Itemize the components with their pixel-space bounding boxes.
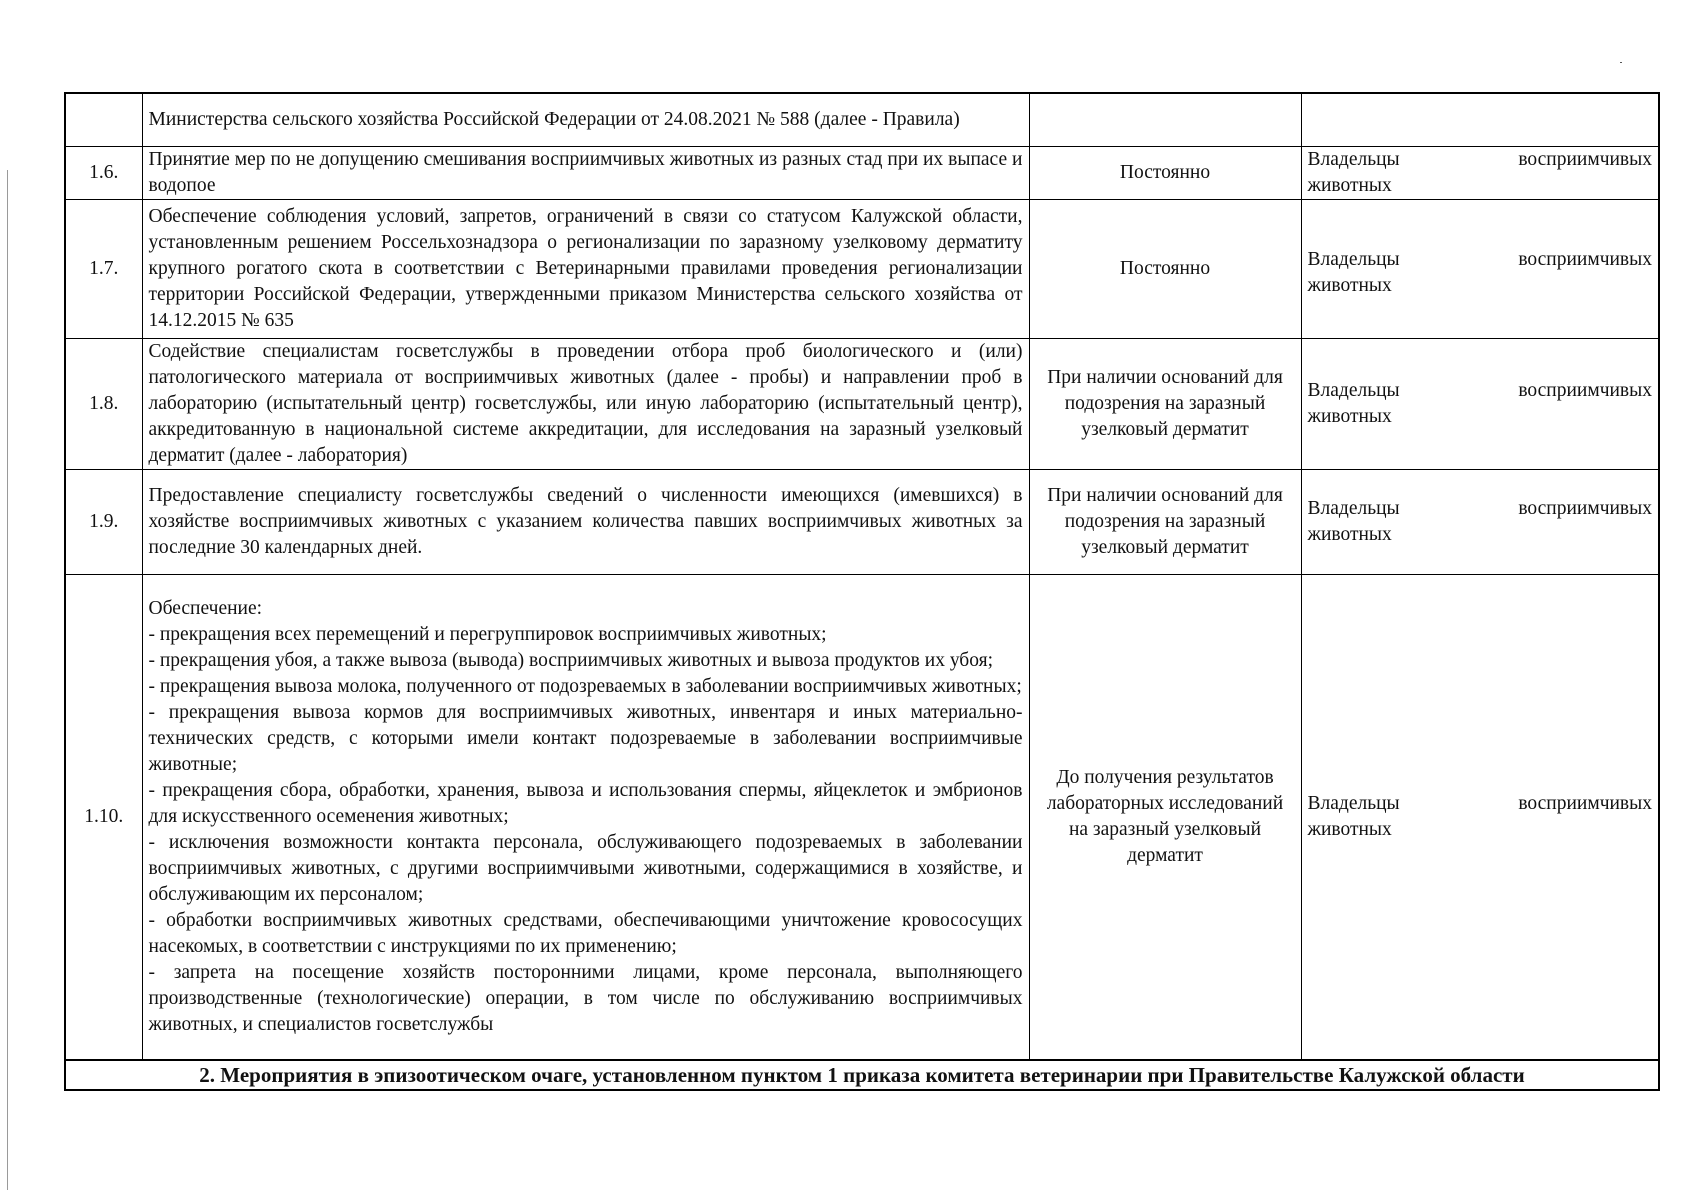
row-number: 1.7.	[65, 200, 142, 339]
measure-line: - прекращения всех перемещений и перегруппировок восприимчивых животных;	[148, 624, 827, 645]
responsible-text	[1301, 470, 1659, 575]
responsible-word: Владельцы	[1307, 793, 1400, 814]
term-text: До получения результатов лабораторных исследований на заразный узелковый дерматит	[1029, 575, 1301, 1061]
table-row	[65, 93, 1659, 147]
table-row	[65, 200, 1659, 339]
measure-line: - исключения возможности контакта персонала, обслуживающего подозреваемых в заболевании восприимчивых животных, с другими восприимчивыми животными, содержащимися в хозяйстве, и обслуживающим их персоналом;	[148, 832, 1023, 905]
term-text: Постоянно	[1029, 200, 1301, 339]
responsible-word: животных	[1307, 524, 1392, 545]
responsible-word: восприимчивых	[1518, 380, 1652, 401]
measure-text: Содействие специалистам госветслужбы в проведении отбора проб биологического и (или) патологического материала от восприимчивых животных (далее - пробы) и направлении проб в лабораторию (испытательный центр) госветслужбы, или иную лабораторию (испытательный центр), аккредитованную в национальной системе аккредитации, для исследования на заразный узелковый дерматит (далее - лаборатория)	[142, 339, 1029, 470]
measure-line: - запрета на посещение хозяйств посторонними лицами, кроме персонала, выполняющего производственные (технологические) операции, в том числе по обслуживанию восприимчивых животных, и специалистов госветслужбы	[148, 962, 1023, 1035]
responsible-word: Владельцы	[1307, 249, 1400, 270]
measure-line: - прекращения вывоза кормов для восприимчивых животных, инвентаря и иных материально-технических средств, с которыми имели контакт подозреваемые в заболевании восприимчивые животные;	[148, 702, 1023, 775]
responsible-word: Владельцы	[1307, 498, 1400, 519]
row-number: 1.6.	[65, 147, 142, 200]
measure-text: Предоставление специалисту госветслужбы сведений о численности имеющихся (имевшихся) в хозяйстве восприимчивых животных с указанием количества павших восприимчивых животных за последние 30 календарных дней.	[142, 470, 1029, 575]
measure-line: - прекращения вывоза молока, полученного от подозреваемых в заболевании восприимчивых животных;	[148, 676, 1022, 697]
responsible-text	[1301, 339, 1659, 470]
responsible-text	[1301, 200, 1659, 339]
table-row	[65, 147, 1659, 200]
measure-text: Министерства сельского хозяйства Российской Федерации от 24.08.2021 № 588 (далее - Правила)	[142, 93, 1029, 147]
measures-table	[64, 92, 1660, 1091]
responsible-word: животных	[1307, 406, 1392, 427]
table-row	[65, 339, 1659, 470]
table-row	[65, 470, 1659, 575]
responsible-word: восприимчивых	[1518, 498, 1652, 519]
responsible-word: Владельцы	[1307, 149, 1400, 170]
measure-text: Принятие мер по не допущению смешивания восприимчивых животных из разных стад при их выпасе и водопое	[142, 147, 1029, 200]
term-text: При наличии оснований для подозрения на заразный узелковый дерматит	[1029, 339, 1301, 470]
row-number	[65, 93, 142, 147]
measure-line: - прекращения убоя, а также вывоза (вывода) восприимчивых животных и вывоза продуктов их убоя;	[148, 650, 993, 671]
responsible-text	[1301, 147, 1659, 200]
responsible-word: животных	[1307, 819, 1392, 840]
responsible-word: восприимчивых	[1518, 149, 1652, 170]
measure-line: - обработки восприимчивых животных средствами, обеспечивающими уничтожение кровососущих насекомых, в соответствии с инструкциями по их применению;	[148, 910, 1023, 957]
term-text: Постоянно	[1029, 147, 1301, 200]
responsible-word: восприимчивых	[1518, 793, 1652, 814]
responsible-word: Владельцы	[1307, 380, 1400, 401]
measure-line: - прекращения сбора, обработки, хранения, вывоза и использования спермы, яйцеклеток и эмбрионов для искусственного осеменения животных;	[148, 780, 1023, 827]
row-number: 1.9.	[65, 470, 142, 575]
row-number: 1.10.	[65, 575, 142, 1061]
scan-edge-line	[7, 170, 8, 1190]
responsible-text	[1301, 575, 1659, 1061]
responsible-word: животных	[1307, 175, 1392, 196]
section-heading: 2. Мероприятия в эпизоотическом очаге, установленном пунктом 1 приказа комитета ветеринарии при Правительстве Калужской области	[65, 1060, 1659, 1090]
responsible-word: животных	[1307, 275, 1392, 296]
responsible-text	[1301, 93, 1659, 147]
row-number: 1.8.	[65, 339, 142, 470]
section-heading-row	[65, 1060, 1659, 1090]
responsible-word: восприимчивых	[1518, 249, 1652, 270]
term-text: При наличии оснований для подозрения на заразный узелковый дерматит	[1029, 470, 1301, 575]
measure-text	[142, 575, 1029, 1061]
term-text	[1029, 93, 1301, 147]
table-row	[65, 575, 1659, 1061]
measure-text: Обеспечение соблюдения условий, запретов, ограничений в связи со статусом Калужской области, установленным решением Россельхознадзора о регионализации по заразному узелковому дерматиту крупного рогатого скота в соответствии с Ветеринарными правилами проведения регионализации территории Российской Федерации, утвержденными приказом Министерства сельского хозяйства от 14.12.2015 № 635	[142, 200, 1029, 339]
scan-speck	[1620, 62, 1622, 63]
measure-line: Обеспечение:	[148, 598, 263, 619]
